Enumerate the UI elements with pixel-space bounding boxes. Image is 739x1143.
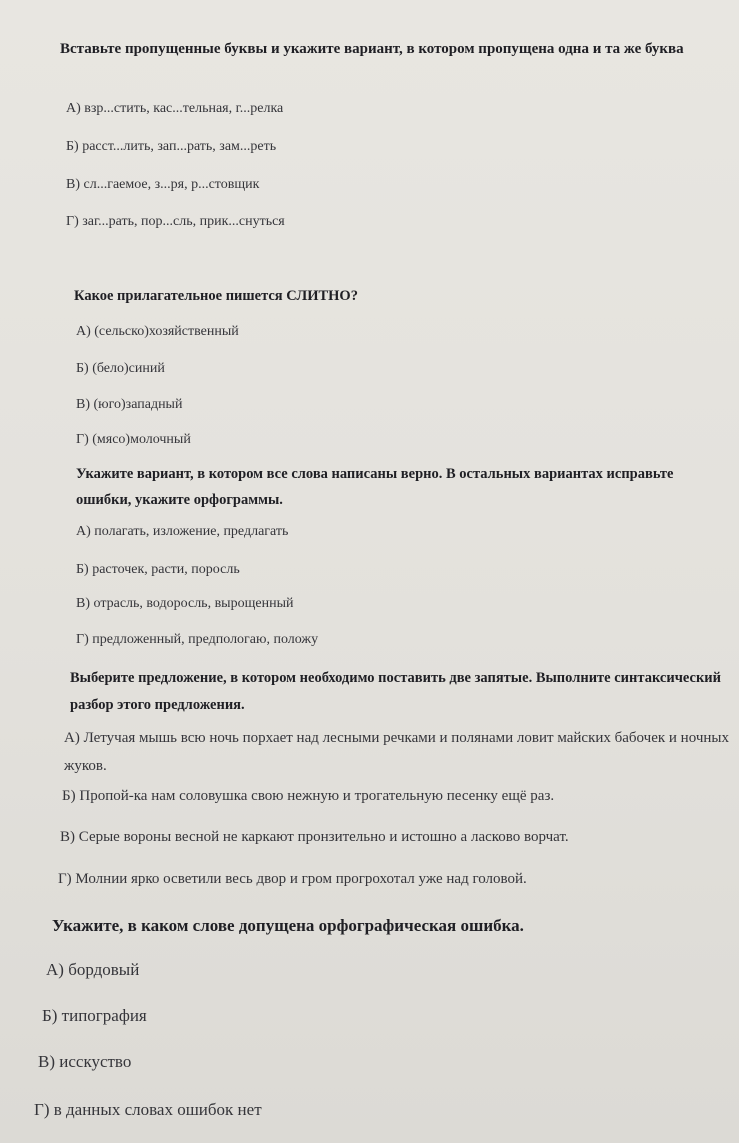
question-1-option-c: В) сл...гаемое, з...ря, р...стовщик [66, 177, 260, 192]
question-3-option-a: А) полагать, изложение, предлагать [76, 524, 289, 539]
question-3-option-b: Б) расточек, расти, поросль [76, 562, 240, 577]
question-5-option-d: Г) в данных словах ошибок нет [34, 1100, 262, 1119]
question-3-option-c: В) отрасль, водоросль, вырощенный [76, 596, 294, 611]
question-4-title: Выберите предложение, в котором необходимо поставить две запятые. Выполните синтаксический разбор этого предложения. [70, 670, 722, 713]
question-3-option-d: Г) предложенный, предпологаю, положу [76, 632, 319, 647]
question-1-option-b: Б) расст...лить, зап...рать, зам...реть [66, 139, 277, 154]
question-2-option-b: Б) (бело)синий [76, 361, 165, 376]
question-5-option-c: В) исскуство [38, 1052, 132, 1071]
question-5-option-b: Б) типография [42, 1006, 147, 1025]
question-1-title: Вставьте пропущенные буквы и укажите вариант, в котором пропущена одна и та же буква [60, 41, 684, 57]
question-2-option-d: Г) (мясо)молочный [76, 432, 191, 447]
question-2-option-a: А) (сельско)хозяйственный [76, 324, 239, 339]
question-4-option-a: А) Летучая мышь всю ночь порхает над лесными речками и полянами ловит майских бабочек и ночных жуков. [64, 730, 729, 774]
question-5-option-a: А) бордовый [46, 960, 140, 979]
question-5-title: Укажите, в каком слове допущена орфографическая ошибка. [52, 916, 524, 935]
question-4-option-c: В) Серые вороны весной не каркают пронзительно и истошно а ласково ворчат. [60, 829, 569, 845]
question-1-option-a: А) взр...стить, кас...тельная, г...релка [66, 101, 284, 116]
question-4-option-d: Г) Молнии ярко осветили весь двор и гром прогрохотал уже над головой. [58, 871, 527, 887]
question-4-option-b: Б) Пропой-ка нам соловушка свою нежную и трогательную песенку ещё раз. [62, 788, 555, 804]
question-3-title: Укажите вариант, в котором все слова написаны верно. В остальных вариантах исправьте ошибки, укажите орфограммы. [76, 466, 674, 508]
question-2-title: Какое прилагательное пишется СЛИТНО? [74, 288, 358, 304]
question-1-option-d: Г) заг...рать, пор...сль, прик...снуться [66, 214, 285, 229]
question-2-option-c: В) (юго)западный [76, 397, 183, 412]
